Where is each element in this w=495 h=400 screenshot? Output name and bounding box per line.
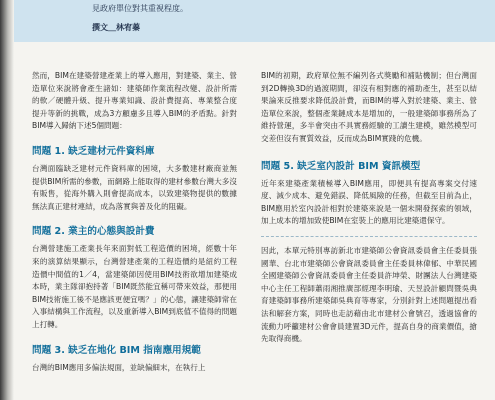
intro-paragraph: 然而，BIM在建築營建產業上的導入應用，對建築、業主、營造單位來說將會產生諸如：建築師作業流程改變、設計所需的軟／硬體升級、提升專業知識、設計費提高、專業整合度提升等新的挑戰，成為3方顧慮多且導入BIM的矛盾點。針對BIM導入歸納下述5個問題：	[32, 71, 237, 131]
author-byline: 撰文＿林宥蓁	[92, 23, 140, 32]
left-column	[32, 70, 237, 376]
paragraph-problem-1: 台灣面臨缺乏建材元件資料庫的困境，大多數建材廠商並無提供BIM所需的參數，而網路上能取得的建材參數台灣大多沒有販售，從海外購入則會提高成本，以致建築物提供的數據無法真正建材連結，成為落實與普及化的阻礙。	[32, 163, 237, 211]
section-divider	[261, 236, 477, 237]
header-text: 見政府單位對其重視程度。	[92, 4, 188, 13]
paragraph-conclusion: 因此，本單元特別專訪新北市建築師公會資訊委員會主任委員張國華、台北市建築師公會資訊委員會主任委員林偉郁、中華民國全國建築師公會資訊委員會主任委員許坤榮、財團法人台灣建築中心主任工程師蕭雨湘推廣部經理李明瑜、天昱設計顧問暨吳典育建築師事務所建築師吳典育等專家，分別針對上述問題提出看法和解套方案，同時也走訪藉由北市建材公會號召，透過協會的流動力呼籲建材公會會員建置3D元件，提高自身的商業價值，搶先取得商機。	[261, 245, 477, 344]
right-column	[261, 70, 477, 348]
heading-problem-2: 問題 2. 業主的心態與設計費	[32, 226, 155, 238]
paragraph-problem-5: 近年來建築產業積極導入BIM應用，即便具有提高專案交付速度、減少成本、避免錯誤、降低風險的任務，但截至目前為止，BIM應用於室內設計相對於建築來說是一個未開發探索的領域，加上成本的增加致使BIM在室裝上的應用比建築還保守。	[261, 178, 477, 226]
heading-problem-1: 問題 1. 缺乏建材元件資料庫	[32, 145, 155, 157]
heading-problem-5: 問題 5. 缺乏室內設計 BIM 資訊模型	[261, 160, 421, 172]
paragraph-problem-4-cont: BIM的初期，政府單位無不編列各式獎勵和補貼機制；但台灣面到2D轉換3D的過渡期間，卻沒有相對應的補助產生，甚至以結果論來反推要求降低設計費，而BIM的導入對於建築、業主、營造單位來說，整個產業鏈成本是增加的，一般建築師事務所為了維持營運，多半會突由不具實務經驗的工讀生建模，雖然模型可交差但沒有實質效益，反而成為BIM實踐的危機。	[261, 71, 477, 143]
header-band	[0, 0, 495, 42]
paragraph-problem-3: 台灣的BIM應用多偏法規面，並缺偏細末，在執行上	[32, 362, 206, 372]
heading-problem-3: 問題 3. 缺乏在地化 BIM 指南應用規範	[32, 344, 201, 356]
paragraph-problem-2: 台灣營建施工產業長年來面對低工程造價的困境，經數十年來的演算結果顯示，台灣營建產業的工程造價約是紐約工程造價中間值的1／4，當建築師因使用BIM技術欲增加建築成本時，業主隊卻抱持著「BIM既然能宜稱可帶來效益，那便用BIM技術施工後不是應該更便宜嗎？」的心態，讓建築師常在入事結構與工作流程，以及重新導入BIM到底值不值得的問題上打轉。	[32, 244, 237, 329]
page-gutter-shadow	[0, 0, 14, 400]
